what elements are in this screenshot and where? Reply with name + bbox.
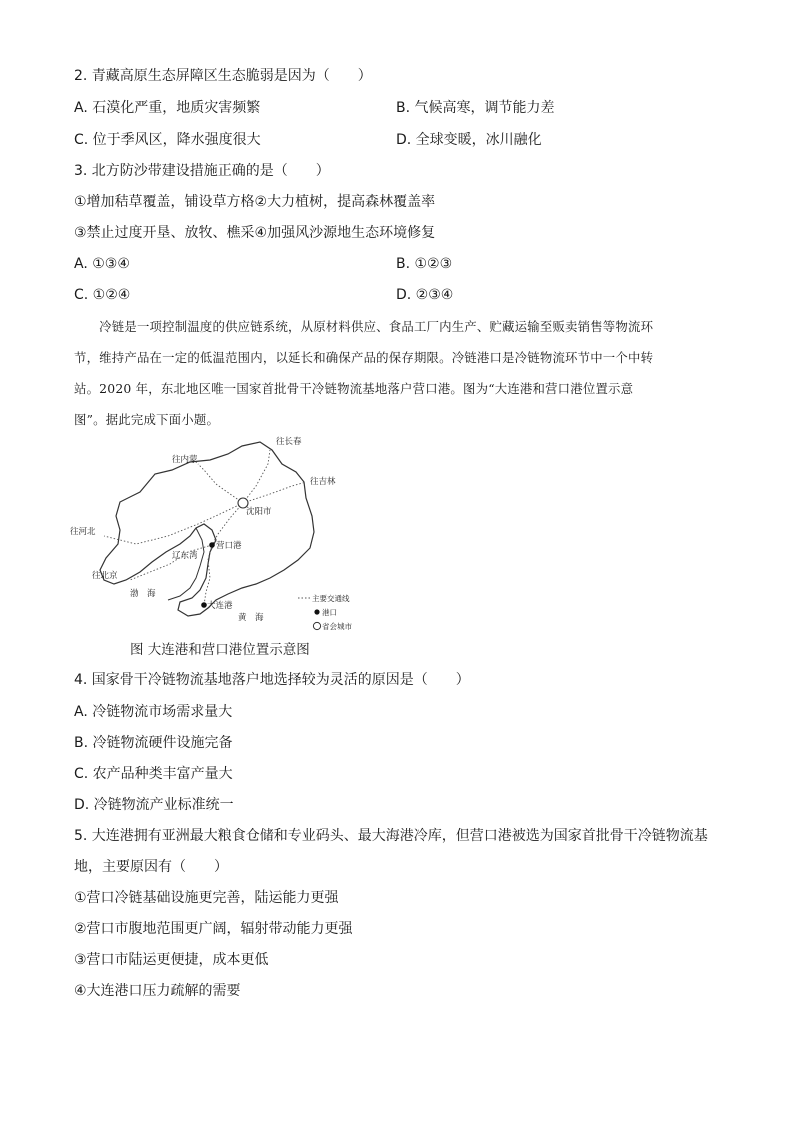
q4-option-c: C. 农产品种类丰富产量大 [74, 766, 233, 782]
label-jilin: 往吉林 [310, 477, 336, 487]
q4-option-a: A. 冷链物流市场需求量大 [74, 704, 233, 720]
q5-stem-line-1: 5. 大连港拥有亚洲最大粮食仓储和专业码头、最大海港冷库，但营口港被选为国家首批骨干冷链物流基 [74, 828, 708, 844]
q5-stem-line-2: 地，主要原因有（ ） [74, 859, 228, 875]
legend-port: 港口 [322, 608, 337, 617]
passage-line-4: 图”。据此完成下面小题。 [74, 412, 220, 427]
label-shenyang: 沈阳市 [246, 507, 272, 517]
passage-line-3: 站。2020 年，东北地区唯一国家首批骨干冷链物流基地落户营口港。图为“大连港和营口港位置示意 [74, 381, 634, 396]
q5-statement-2: ②营口市腹地范围更广阔，辐射带动能力更强 [74, 921, 353, 937]
q2-option-a: A. 石漠化严重，地质灾害频繁 [74, 100, 261, 116]
location-map [60, 432, 380, 642]
q5-statement-4: ④大连港口压力疏解的需要 [74, 983, 241, 999]
q4-stem: 4. 国家骨干冷链物流基地落户地选择较为灵活的原因是（ ） [74, 672, 470, 688]
q5-statement-1: ①营口冷链基础设施更完善，陆运能力更强 [74, 890, 339, 906]
q3-statement-2: ③禁止过度开垦、放牧、樵采④加强风沙源地生态环境修复 [74, 225, 436, 241]
dalian-port-marker [201, 602, 207, 608]
q3-option-d: D. ②③④ [396, 287, 454, 303]
map-svg [60, 432, 380, 642]
label-changchun: 往长春 [276, 437, 302, 447]
q3-option-a: A. ①③④ [74, 256, 130, 272]
transport-routes [104, 450, 306, 605]
q3-option-c: C. ①②④ [74, 287, 131, 303]
label-hebei: 往河北 [70, 527, 96, 537]
map-caption: 图 大连港和营口港位置示意图 [130, 642, 310, 658]
q4-option-d: D. 冷链物流产业标准统一 [74, 797, 234, 813]
legend-port-icon [314, 609, 319, 614]
q2-option-d: D. 全球变暖，冰川融化 [396, 132, 542, 148]
label-huanghai: 黄 海 [238, 613, 264, 623]
q3-option-b: B. ①②③ [396, 256, 453, 272]
legend-capital-icon [313, 622, 320, 629]
legend-capital: 省会城市 [322, 622, 352, 631]
label-bohai: 渤 海 [130, 589, 156, 599]
q2-option-c: C. 位于季风区，降水强度很大 [74, 132, 261, 148]
map-legend [298, 593, 352, 631]
q4-option-b: B. 冷链物流硬件设施完备 [74, 735, 233, 751]
label-yingkou: 营口港 [216, 541, 242, 551]
q5-statement-3: ③营口市陆运更便捷，成本更低 [74, 952, 269, 968]
label-neimeng: 往内蒙 [172, 455, 198, 465]
yingkou-port-marker [209, 542, 215, 548]
q2-option-b: B. 气候高寒，调节能力差 [396, 100, 555, 116]
q3-statement-1: ①增加秸草覆盖，铺设草方格②大力植树，提高森林覆盖率 [74, 194, 436, 210]
label-dalian: 大连港 [207, 601, 233, 611]
label-liaodong-bay: 辽东湾 [172, 551, 198, 561]
q2-stem: 2. 青藏高原生态屏障区生态脆弱是因为（ ） [74, 68, 372, 84]
passage-line-2: 节，维持产品在一定的低温范围内，以延长和确保产品的保存期限。冷链港口是冷链物流环节中一个中转 [74, 350, 654, 365]
legend-route: 主要交通线 [312, 594, 350, 603]
passage-line-1: 冷链是一项控制温度的供应链系统，从原材料供应、食品工厂内生产、贮藏运输至贩卖销售等物流环 [74, 319, 654, 334]
q3-stem: 3. 北方防沙带建设措施正确的是（ ） [74, 163, 330, 179]
label-beijing: 往北京 [92, 571, 118, 581]
